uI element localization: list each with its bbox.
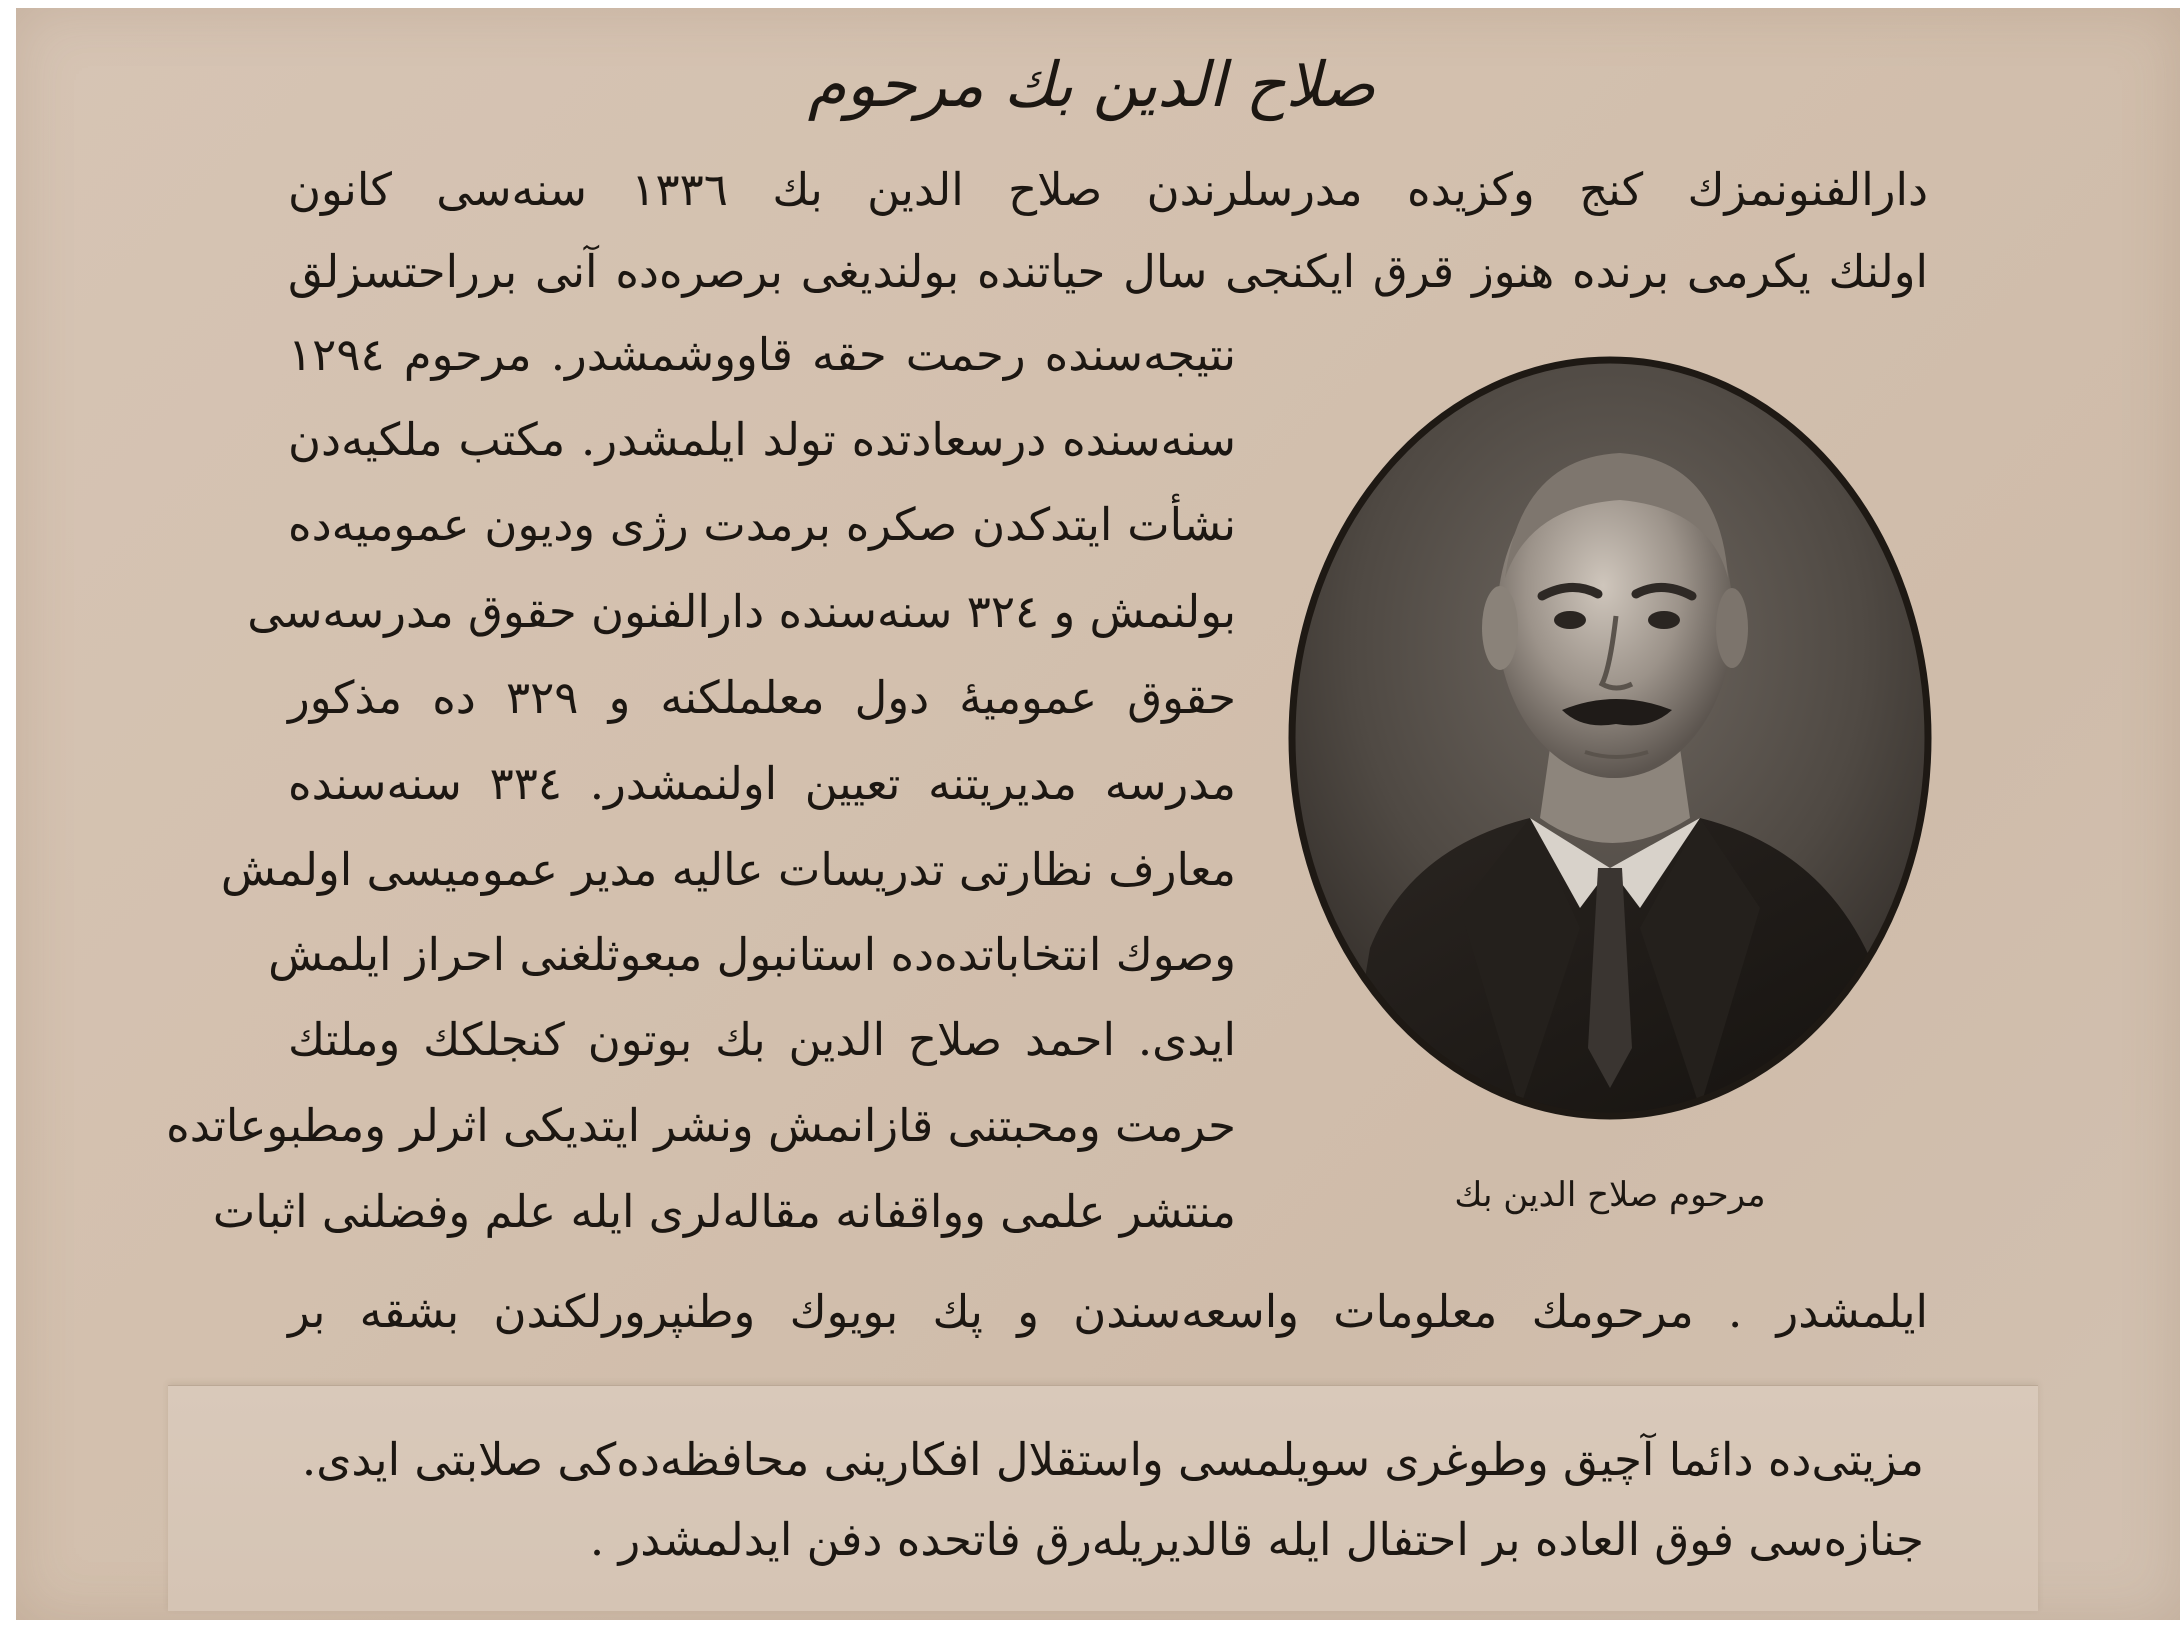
text-line: مدرسه مدیریتنه تعیین اولنمشدر. ٣٣٤ سنه‌سنده	[288, 757, 1236, 810]
text-line: معارف نظارتی تدریسات عالیه مدیر عمومیسی اولمش	[220, 843, 1236, 896]
text-line: نشأت ایتدكدن صكره برمدت رژی ودیون عمومیه‌ده	[288, 498, 1236, 551]
text-line: حرمت ومحبتنی قازانمش ونشر ایتدیكی اثرلر ومطبوعاتده	[166, 1099, 1236, 1152]
text-line: بولنمش و ٣٢٤ سنه‌سنده دارالفنون حقوق مدرسه‌سی	[247, 585, 1236, 638]
pasted-paper-strip	[168, 1385, 2038, 1611]
text-line: منتشر علمی وواقفانه مقاله‌لری ایله علم وفضلنی اثبات	[212, 1185, 1236, 1238]
text-line: نتیجه‌سنده رحمت حقه قاووشمشدر. مرحوم ١٢٩٤	[288, 328, 1236, 381]
text-line: اولنك یكرمی برنده هنوز قرق ایكنجی سال حیاتنده بولندیغی برصره‌ده آنی برراحتسزلق	[288, 245, 1928, 298]
text-line: سنه‌سنده درسعادتده تولد ایلمشدر. مكتب ملكیه‌دن	[288, 413, 1236, 466]
article-title: صلاح الدین بك مرحوم	[807, 48, 1376, 121]
text-line: ایدی. احمد صلاح الدین بك بوتون كنجلكك وملتك	[288, 1013, 1236, 1066]
text-line: جنازه‌سی فوق العاده بر احتفال ایله قالدیریله‌رق فاتحده دفن ایدلمشدر .	[589, 1513, 1924, 1566]
text-line: وصوك انتخاباتده‌ده استانبول مبعوثلغنی احراز ایلمش	[268, 928, 1236, 981]
portrait-caption: مرحوم صلاح الدین بك	[1454, 1175, 1766, 1215]
text-line: ایلمشدر . مرحومك معلومات واسعه‌سندن و پك بویوك وطنپرورلكندن بشقه بر	[288, 1285, 1928, 1338]
portrait-photo	[1280, 348, 1940, 1128]
text-line: مزیتی‌ده دائما آچیق وطوغری سویلمسی واستقلال افكارینی محافظه‌ده‌كی صلابتی ایدی.	[301, 1433, 1924, 1486]
text-line: حقوق عمومیهٔ دول معلملكنه و ٣٢٩ ده مذكور	[288, 671, 1237, 724]
text-line: دارالفنونمزك كنج وكزیده مدرسلرندن صلاح الدین بك ١٣٣٦ سنه‌سی كانون	[288, 163, 1929, 216]
